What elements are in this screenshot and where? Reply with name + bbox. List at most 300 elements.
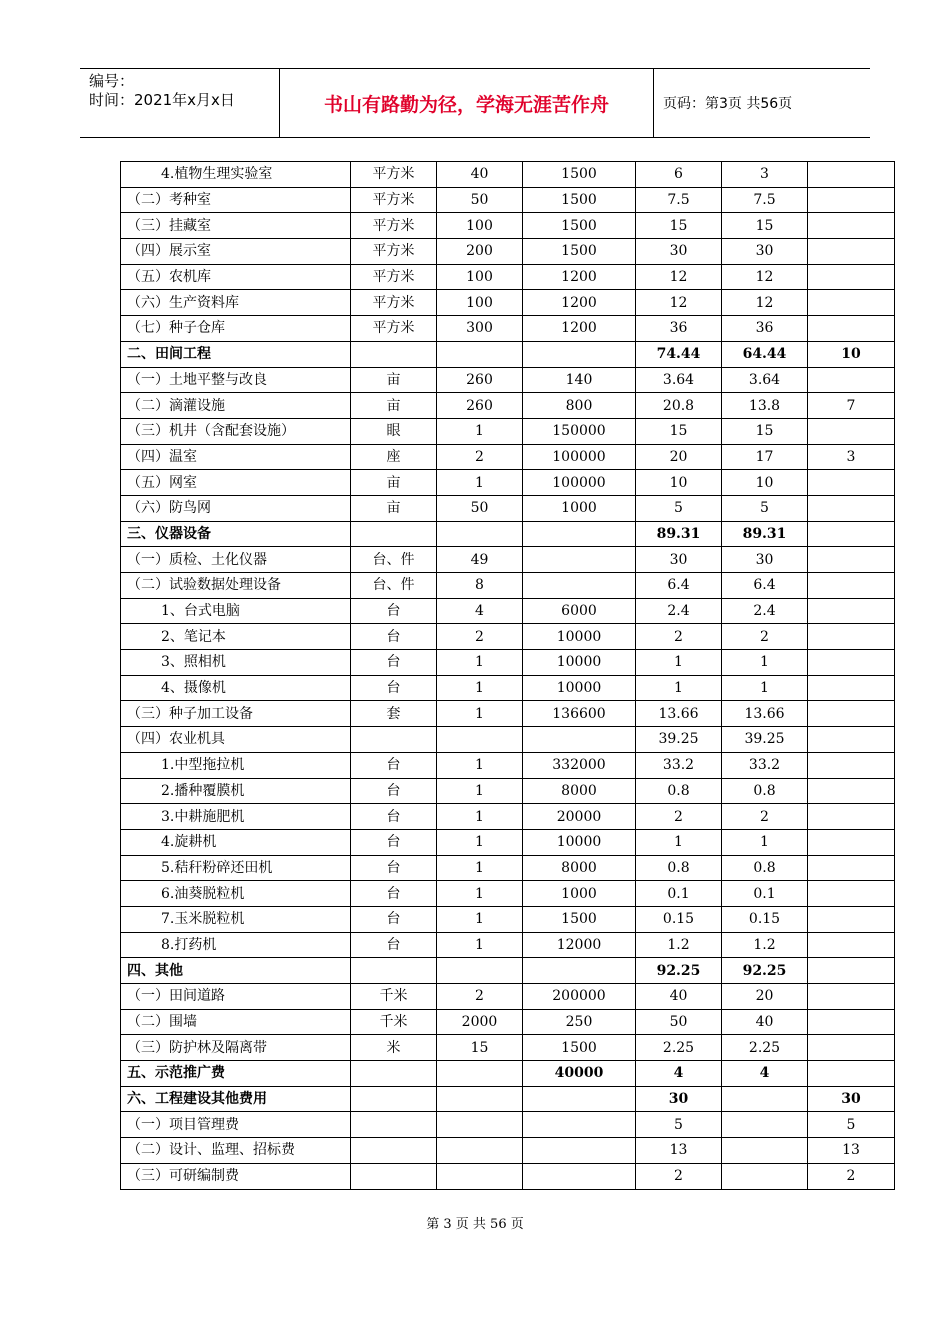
unit-cell: 台、件 [351,547,437,573]
total-cell: 2.25 [636,1035,722,1061]
amount-b-cell [808,1009,895,1035]
item-name-cell: （四）温室 [121,444,351,470]
amount-b-cell [808,367,895,393]
total-cell: 39.25 [636,727,722,753]
quantity-cell: 300 [437,316,523,342]
total-cell: 0.1 [636,881,722,907]
unit-price-cell: 800 [523,393,636,419]
total-cell: 1 [636,829,722,855]
amount-b-cell [808,727,895,753]
unit-cell: 千米 [351,984,437,1010]
total-cell: 2 [636,1163,722,1189]
table-row [121,341,895,367]
total-cell: 74.44 [636,341,722,367]
table-row [121,752,895,778]
table-row [121,1138,895,1164]
amount-b-cell [808,829,895,855]
table-row [121,1061,895,1087]
quantity-cell: 1 [437,701,523,727]
table-row [121,881,895,907]
total-cell: 20.8 [636,393,722,419]
table-row [121,650,895,676]
quantity-cell [437,1112,523,1138]
unit-price-cell: 136600 [523,701,636,727]
total-cell: 89.31 [636,521,722,547]
item-name-cell: （三）种子加工设备 [121,701,351,727]
total-cell: 92.25 [636,958,722,984]
amount-b-cell [808,418,895,444]
amount-b-cell: 2 [808,1163,895,1189]
amount-a-cell: 4 [722,1061,808,1087]
item-name-cell: （四）展示室 [121,239,351,265]
quantity-cell: 1 [437,881,523,907]
total-cell: 6 [636,162,722,188]
amount-b-cell [808,650,895,676]
amount-b-cell: 3 [808,444,895,470]
item-name-cell: 三、仪器设备 [121,521,351,547]
amount-a-cell: 30 [722,547,808,573]
unit-price-cell: 100000 [523,444,636,470]
amount-b-cell [808,932,895,958]
unit-price-cell: 1200 [523,264,636,290]
amount-a-cell: 92.25 [722,958,808,984]
item-name-cell: （二）滴灌设施 [121,393,351,419]
unit-price-cell: 1500 [523,239,636,265]
amount-b-cell [808,239,895,265]
total-cell: 50 [636,1009,722,1035]
item-name-cell: 8.打药机 [121,932,351,958]
unit-price-cell: 1500 [523,1035,636,1061]
amount-b-cell [808,778,895,804]
table-row [121,778,895,804]
quantity-cell: 4 [437,598,523,624]
quantity-cell: 1 [437,675,523,701]
unit-cell [351,1086,437,1112]
amount-b-cell [808,881,895,907]
unit-price-cell: 40000 [523,1061,636,1087]
amount-b-cell: 10 [808,341,895,367]
page-header [80,68,870,138]
unit-cell: 台 [351,804,437,830]
amount-a-cell: 0.1 [722,881,808,907]
amount-b-cell [808,1035,895,1061]
table-row [121,316,895,342]
quantity-cell: 100 [437,213,523,239]
amount-a-cell: 3.64 [722,367,808,393]
amount-a-cell: 2.4 [722,598,808,624]
total-cell: 13 [636,1138,722,1164]
quantity-cell: 15 [437,1035,523,1061]
amount-b-cell [808,675,895,701]
quantity-cell: 1 [437,855,523,881]
item-name-cell: 3、照相机 [121,650,351,676]
quantity-cell: 2 [437,984,523,1010]
unit-price-cell: 8000 [523,855,636,881]
amount-b-cell [808,984,895,1010]
table-row [121,573,895,599]
quantity-cell: 1 [437,752,523,778]
total-cell: 30 [636,547,722,573]
table-row [121,1163,895,1189]
unit-price-cell: 10000 [523,624,636,650]
item-name-cell: （一）项目管理费 [121,1112,351,1138]
page-footer: 第 3 页 共 56 页 [426,1217,524,1232]
unit-price-cell: 10000 [523,829,636,855]
total-cell: 2 [636,624,722,650]
amount-b-cell [808,521,895,547]
table-row [121,367,895,393]
unit-price-cell [523,1163,636,1189]
amount-a-cell: 30 [722,239,808,265]
amount-a-cell: 2.25 [722,1035,808,1061]
table-row [121,393,895,419]
table-row [121,213,895,239]
unit-cell: 台 [351,906,437,932]
item-name-cell: 2.播种覆膜机 [121,778,351,804]
amount-a-cell: 20 [722,984,808,1010]
item-name-cell: 6.油葵脱粒机 [121,881,351,907]
amount-a-cell [722,1138,808,1164]
item-name-cell: （三）可研编制费 [121,1163,351,1189]
amount-a-cell [722,1086,808,1112]
quantity-cell: 1 [437,829,523,855]
table-row [121,1035,895,1061]
amount-a-cell: 39.25 [722,727,808,753]
amount-a-cell: 12 [722,290,808,316]
unit-price-cell: 100000 [523,470,636,496]
amount-a-cell [722,1112,808,1138]
table-row [121,495,895,521]
item-name-cell: （一）质检、土化仪器 [121,547,351,573]
table-row [121,290,895,316]
item-name-cell: （四）农业机具 [121,727,351,753]
total-cell: 6.4 [636,573,722,599]
table-row [121,829,895,855]
unit-cell [351,1112,437,1138]
item-name-cell: 4、摄像机 [121,675,351,701]
amount-b-cell [808,290,895,316]
amount-a-cell: 1 [722,829,808,855]
table-row [121,1009,895,1035]
unit-price-cell: 1500 [523,213,636,239]
amount-a-cell: 6.4 [722,573,808,599]
table-row [121,1086,895,1112]
quantity-cell: 100 [437,264,523,290]
table-row [121,470,895,496]
quantity-cell [437,958,523,984]
amount-b-cell [808,470,895,496]
amount-b-cell [808,162,895,188]
item-name-cell: （二）考种室 [121,187,351,213]
total-cell: 7.5 [636,187,722,213]
document-number-label: 编号： [89,72,135,90]
total-cell: 0.8 [636,855,722,881]
header-page-number: 页码：第3页 共56页 [663,96,793,112]
item-name-cell: （六）生产资料库 [121,290,351,316]
total-cell: 2 [636,804,722,830]
item-name-cell: （三）机井（含配套设施） [121,418,351,444]
total-cell: 12 [636,264,722,290]
quantity-cell: 2 [437,624,523,650]
amount-b-cell [808,855,895,881]
unit-cell [351,1061,437,1087]
unit-price-cell: 1500 [523,187,636,213]
table-row [121,598,895,624]
table-row [121,444,895,470]
amount-a-cell: 36 [722,316,808,342]
quantity-cell [437,521,523,547]
unit-cell [351,727,437,753]
item-name-cell: 2、笔记本 [121,624,351,650]
item-name-cell: 四、其他 [121,958,351,984]
quantity-cell: 8 [437,573,523,599]
unit-cell: 台 [351,829,437,855]
table-row [121,958,895,984]
unit-cell: 眼 [351,418,437,444]
unit-price-cell: 1000 [523,495,636,521]
quantity-cell: 1 [437,418,523,444]
unit-price-cell: 250 [523,1009,636,1035]
total-cell: 5 [636,1112,722,1138]
amount-a-cell: 15 [722,418,808,444]
unit-price-cell: 10000 [523,650,636,676]
quantity-cell: 1 [437,804,523,830]
unit-cell: 亩 [351,470,437,496]
quantity-cell: 1 [437,778,523,804]
table-row [121,521,895,547]
item-name-cell: （七）种子仓库 [121,316,351,342]
amount-a-cell: 10 [722,470,808,496]
table-row [121,264,895,290]
unit-cell: 平方米 [351,316,437,342]
unit-price-cell [523,958,636,984]
budget-table [120,161,895,1190]
unit-cell [351,958,437,984]
amount-b-cell [808,958,895,984]
amount-b-cell [808,495,895,521]
budget-table-body [121,162,895,1190]
unit-price-cell [523,521,636,547]
unit-price-cell: 1200 [523,290,636,316]
unit-cell: 平方米 [351,213,437,239]
total-cell: 33.2 [636,752,722,778]
unit-price-cell: 140 [523,367,636,393]
quantity-cell [437,1138,523,1164]
total-cell: 1.2 [636,932,722,958]
quantity-cell: 260 [437,393,523,419]
unit-price-cell: 1200 [523,316,636,342]
total-cell: 12 [636,290,722,316]
amount-b-cell [808,264,895,290]
unit-price-cell: 20000 [523,804,636,830]
amount-a-cell: 3 [722,162,808,188]
total-cell: 3.64 [636,367,722,393]
amount-a-cell: 64.44 [722,341,808,367]
unit-cell: 米 [351,1035,437,1061]
amount-a-cell: 12 [722,264,808,290]
item-name-cell: （二）设计、监理、招标费 [121,1138,351,1164]
table-row [121,804,895,830]
total-cell: 40 [636,984,722,1010]
quantity-cell [437,1163,523,1189]
amount-a-cell [722,1163,808,1189]
amount-a-cell: 1 [722,675,808,701]
quantity-cell: 40 [437,162,523,188]
amount-b-cell: 13 [808,1138,895,1164]
unit-price-cell [523,727,636,753]
amount-a-cell: 1 [722,650,808,676]
table-row [121,187,895,213]
amount-a-cell: 0.15 [722,906,808,932]
total-cell: 5 [636,495,722,521]
unit-price-cell [523,547,636,573]
amount-a-cell: 0.8 [722,855,808,881]
amount-b-cell [808,804,895,830]
quantity-cell: 100 [437,290,523,316]
quantity-cell [437,727,523,753]
quantity-cell: 2000 [437,1009,523,1035]
item-name-cell: 4.植物生理实验室 [121,162,351,188]
table-row [121,906,895,932]
item-name-cell: 六、工程建设其他费用 [121,1086,351,1112]
table-row [121,547,895,573]
unit-cell: 亩 [351,495,437,521]
quantity-cell: 1 [437,932,523,958]
unit-cell: 台 [351,932,437,958]
total-cell: 30 [636,1086,722,1112]
quantity-cell: 49 [437,547,523,573]
amount-b-cell [808,1061,895,1087]
total-cell: 15 [636,213,722,239]
amount-b-cell [808,573,895,599]
item-name-cell: （三）挂藏室 [121,213,351,239]
total-cell: 15 [636,418,722,444]
amount-b-cell [808,752,895,778]
total-cell: 0.15 [636,906,722,932]
total-cell: 1 [636,675,722,701]
table-row [121,239,895,265]
unit-price-cell: 1000 [523,881,636,907]
amount-a-cell: 15 [722,213,808,239]
unit-price-cell [523,341,636,367]
amount-a-cell: 33.2 [722,752,808,778]
unit-cell: 平方米 [351,290,437,316]
unit-cell: 台 [351,675,437,701]
quantity-cell: 200 [437,239,523,265]
table-row [121,162,895,188]
quantity-cell: 2 [437,444,523,470]
total-cell: 20 [636,444,722,470]
header-meta [80,69,280,137]
total-cell: 2.4 [636,598,722,624]
item-name-cell: 4.旋耕机 [121,829,351,855]
item-name-cell: （二）试验数据处理设备 [121,573,351,599]
amount-b-cell [808,316,895,342]
unit-cell: 平方米 [351,162,437,188]
unit-cell: 千米 [351,1009,437,1035]
total-cell: 1 [636,650,722,676]
item-name-cell: （六）防鸟网 [121,495,351,521]
unit-cell: 平方米 [351,264,437,290]
header-motto: 书山有路勤为径，学海无涯苦作舟 [280,69,654,137]
unit-cell: 台 [351,624,437,650]
amount-b-cell: 5 [808,1112,895,1138]
total-cell: 30 [636,239,722,265]
unit-cell: 台 [351,778,437,804]
unit-cell: 台 [351,752,437,778]
amount-a-cell: 2 [722,804,808,830]
unit-price-cell [523,1138,636,1164]
total-cell: 36 [636,316,722,342]
amount-a-cell: 40 [722,1009,808,1035]
unit-cell: 台 [351,855,437,881]
table-row [121,727,895,753]
amount-a-cell: 5 [722,495,808,521]
amount-b-cell [808,213,895,239]
unit-price-cell: 1500 [523,162,636,188]
quantity-cell: 50 [437,495,523,521]
table-row [121,984,895,1010]
quantity-cell [437,341,523,367]
unit-price-cell [523,1086,636,1112]
item-name-cell: 7.玉米脱粒机 [121,906,351,932]
item-name-cell: 5.秸秆粉碎还田机 [121,855,351,881]
unit-price-cell: 8000 [523,778,636,804]
unit-price-cell: 200000 [523,984,636,1010]
table-row [121,932,895,958]
quantity-cell: 1 [437,650,523,676]
unit-price-cell: 6000 [523,598,636,624]
unit-price-cell [523,573,636,599]
quantity-cell [437,1061,523,1087]
amount-b-cell [808,906,895,932]
quantity-cell: 1 [437,470,523,496]
item-name-cell: （三）防护林及隔离带 [121,1035,351,1061]
total-cell: 4 [636,1061,722,1087]
amount-b-cell [808,187,895,213]
unit-price-cell: 1500 [523,906,636,932]
unit-price-cell: 150000 [523,418,636,444]
item-name-cell: 二、田间工程 [121,341,351,367]
amount-a-cell: 89.31 [722,521,808,547]
item-name-cell: （二）围墙 [121,1009,351,1035]
item-name-cell: （五）网室 [121,470,351,496]
total-cell: 0.8 [636,778,722,804]
total-cell: 10 [636,470,722,496]
item-name-cell: （一）土地平整与改良 [121,367,351,393]
table-row [121,418,895,444]
unit-cell [351,341,437,367]
unit-cell: 台 [351,598,437,624]
table-row [121,855,895,881]
table-row [121,675,895,701]
unit-cell: 台、件 [351,573,437,599]
quantity-cell: 1 [437,906,523,932]
item-name-cell: 1、台式电脑 [121,598,351,624]
quantity-cell: 260 [437,367,523,393]
unit-cell [351,1138,437,1164]
unit-cell [351,1163,437,1189]
unit-cell: 套 [351,701,437,727]
table-row [121,624,895,650]
document-time-label: 时间：2021年x月x日 [89,91,235,109]
table-row [121,1112,895,1138]
total-cell: 13.66 [636,701,722,727]
unit-cell: 平方米 [351,239,437,265]
quantity-cell [437,1086,523,1112]
item-name-cell: （五）农机库 [121,264,351,290]
unit-cell: 亩 [351,393,437,419]
